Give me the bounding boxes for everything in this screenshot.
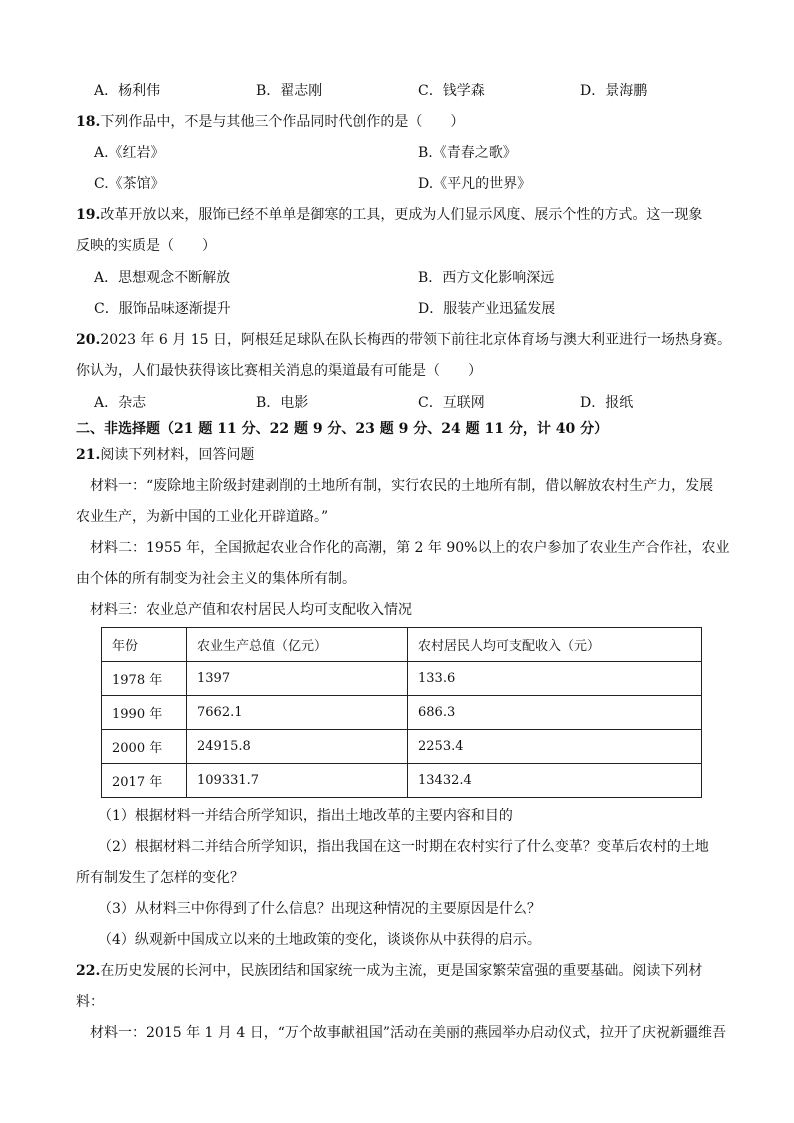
q18-number: 18.	[76, 114, 101, 130]
table-cell: 2000 年	[102, 730, 187, 764]
q21-material1-line2: 农业生产，为新中国的工业化开辟道路。”	[76, 509, 329, 525]
q21-material2-line2: 由个体的所有制变为社会主义的集体所有制。	[76, 571, 356, 587]
table-cell: 1397	[187, 662, 408, 696]
q17-option-c: C．钱学森	[418, 83, 485, 99]
table-cell: 109331.7	[187, 764, 408, 798]
q21-number: 21.	[76, 447, 101, 463]
q19-option-a: A．思想观念不断解放	[94, 270, 231, 286]
data-table	[101, 627, 702, 798]
q20-stem-line2: 你认为，人们最快获得该比赛相关消息的渠道最有可能是（ ）	[76, 363, 482, 379]
table-header-cell: 农业生产总值（亿元）	[187, 628, 408, 662]
q17-option-d: D．景海鹏	[580, 83, 648, 99]
section-heading: 二、非选择题（21 题 11 分、22 题 9 分、23 题 9 分、24 题 11 分，计 40 分）	[76, 421, 609, 437]
table-cell: 133.6	[408, 662, 702, 696]
q18-option-b: B.《青春之歌》	[418, 145, 517, 161]
q22-question	[76, 961, 702, 981]
table-cell: 1978 年	[102, 662, 187, 696]
q21-sub2-line1: （2）根据材料二并结合所学知识，指出我国在这一时期在农村实行了什么变革？变革后农村的土地	[98, 839, 709, 855]
table-header-cell: 年份	[102, 628, 187, 662]
q22-stem-line1: 在历史发展的长河中，民族团结和国家统一成为主流，更是国家繁荣富强的重要基础。阅读下列材	[100, 963, 703, 979]
q22-number: 22.	[76, 963, 101, 979]
q21-sub1: （1）根据材料一并结合所学知识，指出土地改革的主要内容和目的	[98, 808, 513, 824]
table-header-cell: 农村居民人均可支配收入（元）	[408, 628, 702, 662]
q19-number: 19.	[76, 207, 101, 223]
q21-question	[76, 445, 254, 465]
q22-stem-line2: 料：	[76, 994, 104, 1010]
q20-option-a: A．杂志	[94, 395, 147, 411]
q17-option-a: A．杨利伟	[94, 83, 161, 99]
table-row	[102, 696, 702, 730]
table-cell: 24915.8	[187, 730, 408, 764]
table-cell: 13432.4	[408, 764, 702, 798]
table-cell: 7662.1	[187, 696, 408, 730]
q22-material1-line1: 材料一：2015 年 1 月 4 日，“万个故事献祖国”活动在美丽的燕园举办启动仪式，拉开了庆祝新疆维吾	[90, 1025, 727, 1041]
q19-option-c: C．服饰品味逐渐提升	[94, 301, 231, 317]
q19-option-b: B．西方文化影响深远	[418, 270, 555, 286]
q17-option-b: B．翟志刚	[256, 83, 323, 99]
q21-sub4: （4）纵观新中国成立以来的土地政策的变化，谈谈你从中获得的启示。	[98, 932, 541, 948]
q19-question	[76, 205, 702, 225]
table-cell: 2253.4	[408, 730, 702, 764]
q18-option-c: C.《茶馆》	[94, 176, 165, 192]
q21-material2-line1: 材料二：1955 年，全国掀起农业合作化的高潮，第 2 年 90%以上的农户参加了农业生产合作社，农业	[90, 540, 730, 556]
q21-stem: 阅读下列材料，回答问题	[100, 447, 255, 463]
q21-sub3: （3）从材料三中你得到了什么信息？出现这种情况的主要原因是什么？	[98, 901, 541, 917]
table-cell: 1990 年	[102, 696, 187, 730]
q21-material3: 材料三：农业总产值和农村居民人均可支配收入情况	[90, 602, 412, 618]
q20-option-c: C．互联网	[418, 395, 485, 411]
q19-stem-line1: 改革开放以来，服饰已经不单单是御寒的工具，更成为人们显示风度、展示个性的方式。这一现象	[100, 207, 703, 223]
q19-stem-line2: 反映的实质是（ ）	[76, 238, 216, 254]
q18-stem: 下列作品中，不是与其他三个作品同时代创作的是（ ）	[100, 114, 465, 130]
table-cell: 686.3	[408, 696, 702, 730]
q21-sub2-line2: 所有制发生了怎样的变化？	[76, 870, 244, 886]
q20-stem-line1: 2023 年 6 月 15 日，阿根廷足球队在队长梅西的带领下前往北京体育场与澳大利亚进行一场热身赛。	[100, 332, 731, 348]
table-header-row	[102, 628, 702, 662]
q20-question	[76, 330, 731, 350]
q20-number: 20.	[76, 332, 101, 348]
table-row	[102, 730, 702, 764]
q21-material1-line1: 材料一：“废除地主阶级封建剥削的土地所有制，实行农民的土地所有制，借以解放农村生产力，发展	[90, 478, 714, 494]
q18-question	[76, 112, 464, 132]
q20-option-b: B．电影	[256, 395, 309, 411]
table-row	[102, 764, 702, 798]
q19-option-d: D．服装产业迅猛发展	[418, 301, 556, 317]
q18-option-a: A.《红岩》	[94, 145, 165, 161]
table-cell: 2017 年	[102, 764, 187, 798]
q20-option-d: D．报纸	[580, 395, 634, 411]
q18-option-d: D.《平凡的世界》	[418, 176, 532, 192]
table-row	[102, 662, 702, 696]
